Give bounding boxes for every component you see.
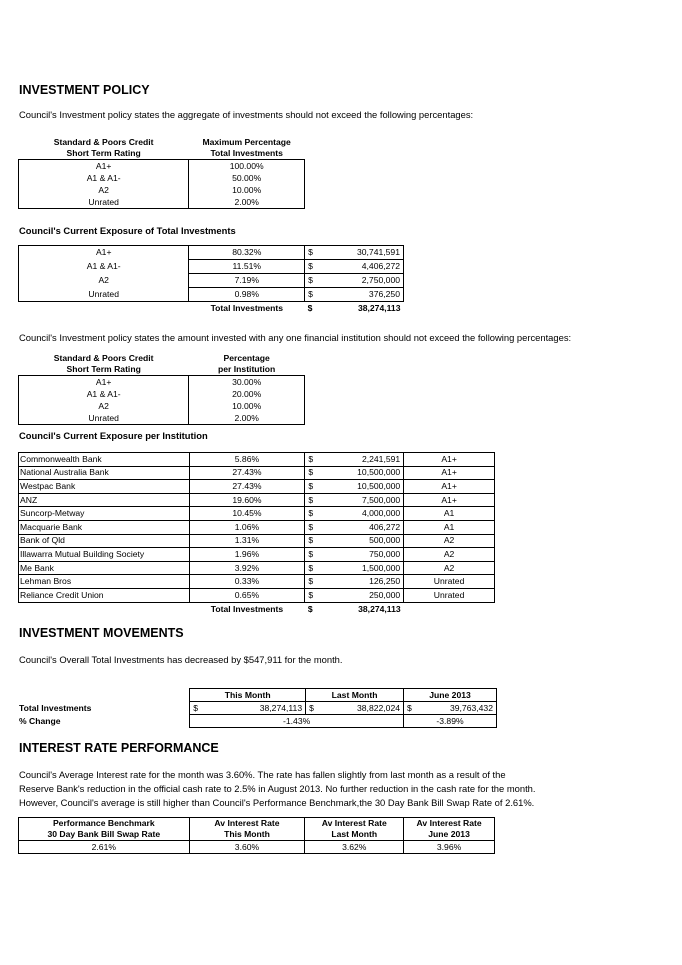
table-row — [19, 575, 495, 589]
table-row: A1+ 100.00% — [19, 160, 305, 173]
table-row: 2.61% 3.60% 3.62% 3.96% — [19, 841, 495, 854]
currency-symbol: $ — [305, 493, 317, 507]
institution-percentage: 19.60% — [189, 493, 305, 507]
header-credit-rating: Standard & Poors Credit Short Term Rating — [53, 137, 154, 158]
currency-symbol: $ — [305, 561, 317, 575]
table-row — [19, 453, 495, 467]
header-this-month: This Month — [190, 689, 306, 702]
institution-limits-table — [18, 352, 305, 425]
currency-symbol: $ — [305, 548, 317, 562]
institution-rating: A1+ — [404, 493, 495, 507]
total-row: Total Investments $ 38,274,113 — [210, 303, 401, 314]
institution-name: Commonwealth Bank — [19, 453, 190, 467]
institution-name: Macquarie Bank — [19, 520, 190, 534]
currency-symbol: $ — [305, 534, 317, 548]
header-av-rate-last-month: Av Interest Rate Last Month — [305, 818, 404, 841]
institution-percentage: 0.33% — [189, 575, 305, 589]
table-row: % Change -1.43% -3.89% — [18, 715, 497, 728]
institution-rating: A2 — [404, 534, 495, 548]
institution-name: Lehman Bros — [19, 575, 190, 589]
currency-symbol: $ — [305, 507, 317, 521]
institution-name: Suncorp-Metway — [19, 507, 190, 521]
currency-symbol: $ — [305, 453, 317, 467]
header-max-percentage: Maximum Percentage Total Investments — [202, 137, 291, 158]
institution-rating: A1 — [404, 507, 495, 521]
currency-symbol: $ — [305, 588, 317, 602]
table-row: A1 & A1- 11.51% $ 4,406,272 — [19, 260, 404, 274]
institution-name: Illawarra Mutual Building Society — [19, 548, 190, 562]
institution-amount: 7,500,000 — [317, 493, 404, 507]
table-row — [19, 534, 495, 548]
table-row — [19, 561, 495, 575]
table-row: A1+ 30.00% — [19, 376, 305, 389]
header-percentage-per-institution: Percentage per Institution — [218, 353, 276, 374]
institution-amount: 126,250 — [317, 575, 404, 589]
currency-symbol: $ — [305, 466, 317, 480]
institution-rating: A2 — [404, 548, 495, 562]
table-row: Unrated 2.00% — [19, 196, 305, 209]
table-row — [19, 507, 495, 521]
institution-rating: A1+ — [404, 480, 495, 494]
institution-amount: 10,500,000 — [317, 466, 404, 480]
institution-rating: Unrated — [404, 575, 495, 589]
header-av-rate-june-2013: Av Interest Rate June 2013 — [404, 818, 495, 841]
institution-percentage: 27.43% — [189, 480, 305, 494]
total-row: Total Investments $ 38,274,113 — [210, 603, 401, 614]
exposure-institution-table — [18, 452, 495, 616]
table-row: A2 7.19% $ 2,750,000 — [19, 274, 404, 288]
section-title-investment-policy: INVESTMENT POLICY — [19, 83, 150, 97]
institution-amount: 406,272 — [317, 520, 404, 534]
institution-amount: 750,000 — [317, 548, 404, 562]
section-title-interest-rate-performance: INTEREST RATE PERFORMANCE — [19, 741, 219, 755]
header-june-2013: June 2013 — [404, 689, 497, 702]
institution-name: ANZ — [19, 493, 190, 507]
table-row: A1 & A1- 50.00% — [19, 172, 305, 184]
institution-amount: 500,000 — [317, 534, 404, 548]
institution-name: Bank of Qld — [19, 534, 190, 548]
institution-percentage: 3.92% — [189, 561, 305, 575]
exposure-institution-title: Council's Current Exposure per Institution — [19, 430, 208, 441]
institution-rating: A1+ — [404, 453, 495, 467]
currency-symbol: $ — [305, 480, 317, 494]
institution-amount: 4,000,000 — [317, 507, 404, 521]
policy-limits-table — [18, 134, 305, 209]
currency-symbol: $ — [305, 575, 317, 589]
table-row — [19, 480, 495, 494]
institution-percentage: 1.06% — [189, 520, 305, 534]
institution-rating: A1+ — [404, 466, 495, 480]
institution-rating: Unrated — [404, 588, 495, 602]
table-row — [19, 548, 495, 562]
table-row — [19, 520, 495, 534]
exposure-total-title: Council's Current Exposure of Total Investments — [19, 225, 236, 236]
table-row: A1+ 80.32% $ 30,741,591 — [19, 246, 404, 260]
institution-percentage: 5.86% — [189, 453, 305, 467]
table-row: Unrated 0.98% $ 376,250 — [19, 288, 404, 302]
header-av-rate-this-month: Av Interest Rate This Month — [189, 818, 305, 841]
header-last-month: Last Month — [306, 689, 404, 702]
table-row: Total Investments $ 38,274,113 $ 38,822,024 $ 39,763,432 — [18, 702, 497, 715]
institution-name: Westpac Bank — [19, 480, 190, 494]
interest-paragraph: Council's Average Interest rate for the month was 3.60%. The rate has fallen slightly from last month as a result of the Reserve Bank's reduction in the official cash rate to 2.5% in August 2013. No further reduction in the cash rate for the month. However, Council's average is still higher than Council's Performance Benchmark,the 30 Day Bank Bill Swap Rate of 2.61%. — [19, 769, 536, 808]
currency-symbol: $ — [305, 520, 317, 534]
table-row: A2 10.00% — [19, 400, 305, 412]
table-row: Unrated 2.00% — [19, 412, 305, 425]
header-performance-benchmark: Performance Benchmark 30 Day Bank Bill Swap Rate — [19, 818, 190, 841]
institution-amount: 250,000 — [317, 588, 404, 602]
table-row: A1 & A1- 20.00% — [19, 388, 305, 400]
table-row — [19, 493, 495, 507]
section-title-investment-movements: INVESTMENT MOVEMENTS — [19, 626, 184, 640]
institution-name: National Australia Bank — [19, 466, 190, 480]
institution-rating: A1 — [404, 520, 495, 534]
institution-percentage: 27.43% — [189, 466, 305, 480]
institution-percentage: 10.45% — [189, 507, 305, 521]
institution-amount: 10,500,000 — [317, 480, 404, 494]
policy-intro: Council's Investment policy states the aggregate of investments should not exceed the following percentages: — [19, 109, 474, 120]
institution-name: Me Bank — [19, 561, 190, 575]
institution-name: Reliance Credit Union — [19, 588, 190, 602]
movements-text: Council's Overall Total Investments has decreased by $547,911 for the month. — [19, 654, 343, 665]
table-row — [19, 588, 495, 602]
institution-percentage: 1.31% — [189, 534, 305, 548]
institution-policy-intro: Council's Investment policy states the amount invested with any one financial institution should not exceed the following percentages: — [19, 332, 572, 343]
exposure-total-table — [18, 245, 404, 316]
table-row — [19, 466, 495, 480]
interest-rate-table — [18, 817, 495, 854]
institution-percentage: 0.65% — [189, 588, 305, 602]
table-row: A2 10.00% — [19, 184, 305, 196]
header-credit-rating: Standard & Poors Credit Short Term Rating — [53, 353, 154, 374]
institution-amount: 2,241,591 — [317, 453, 404, 467]
institution-amount: 1,500,000 — [317, 561, 404, 575]
institution-rating: A2 — [404, 561, 495, 575]
movements-table — [18, 688, 497, 728]
institution-percentage: 1.96% — [189, 548, 305, 562]
